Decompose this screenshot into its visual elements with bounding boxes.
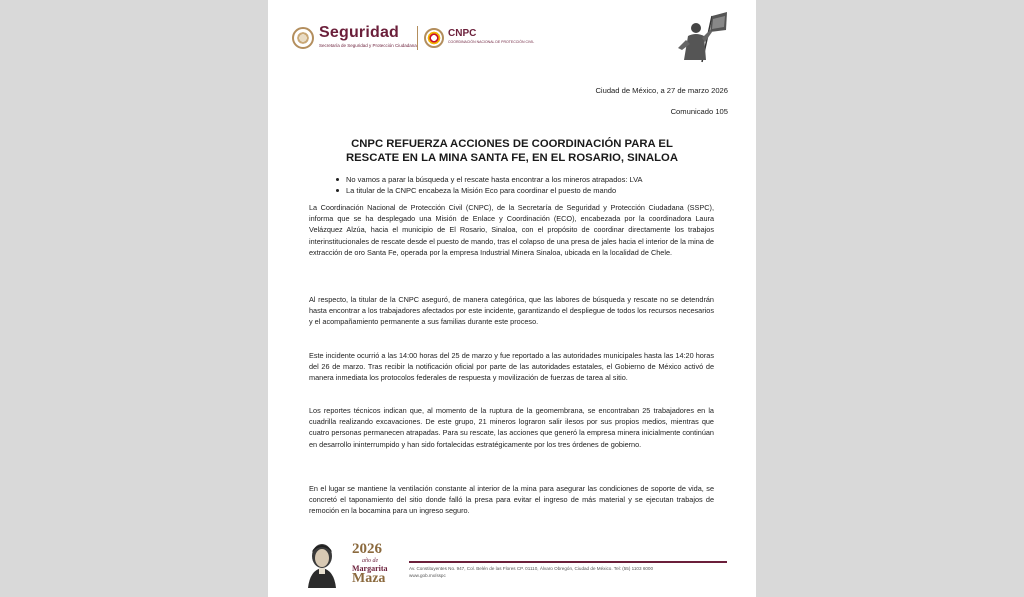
footer-website-link[interactable]: www.gob.mx/sspc <box>409 573 446 578</box>
body-paragraph: Los reportes técnicos indican que, al momento de la ruptura de la geomembrana, se encontraban 25 trabajadores en la cuadrilla realizando excavaciones. De este grupo, 21 mineros lograron salir ilesos por sus propios medios, mientras que cuatro personas permanecen atrapadas. Para su rescate, las acciones que generó la empresa minera inicialmente continúan en desarrollo ininterrumpido y han sido fortalecidas estratégicamente por los tres órdenes de gobierno. <box>309 406 714 449</box>
margarita-maza-portrait-icon <box>300 540 344 588</box>
key-point: No vamos a parar la búsqueda y el rescate hasta encontrar a los mineros atrapados: LVA <box>336 174 716 185</box>
footer-surname: Maza <box>352 571 386 586</box>
comunicado-number: Comunicado 105 <box>670 107 728 116</box>
cnpc-logo-title: CNPC <box>448 28 477 39</box>
body-paragraph: En el lugar se mantiene la ventilación constante al interior de la mina para asegurar las condiciones de soporte de vida, se concretó el taponamiento del sitio donde falló la presa para evitar el ingreso de más material y se ejecutan trabajos de remoción en la bocamina para un ingreso seguro. <box>309 484 714 516</box>
footer-address: Av. Constituyentes No. 947, Col. Belén de las Flores CP. 01110, Álvaro Obregón, Ciudad de México. Tel: (55) 1103 6000 <box>409 566 654 571</box>
key-points-list <box>336 174 716 196</box>
body-paragraph: Este incidente ocurrió a las 14:00 horas del 25 de marzo y fue reportado a las autoridades municipales hasta las 14:20 horas del 26 de marzo. Tras recibir la notificación oficial por parte de las autoridades estatales, el Gobierno de México activó de manera inmediata los protocolos federales de respuesta y movilización de fuerzas de tarea al sitio. <box>309 351 714 383</box>
seguridad-logo-title: Seguridad <box>319 24 400 41</box>
flag-bearer-illustration-icon <box>672 10 728 64</box>
body-paragraph: La Coordinación Nacional de Protección Civil (CNPC), de la Secretaría de Seguridad y Protección Ciudadana (SSPC), informa que se ha desplegado una Misión de Enlace y Coordinación (ECO), encabezada por la coordinadora Laura Velázquez Alzúa, hacia el municipio de El Rosario, Sinaloa, con el propósito de coordinar directamente los trabajos interinstitucionales de rescate desde el puesto de mando, tras el colapso de una presa de jales hacia el interior de la mina de extracción de oro Santa Fe, operada por la empresa Industrial Minera Sinaloa, ubicada en la localidad de Chele. <box>309 203 714 257</box>
seguridad-logo-subtitle: Secretaría de Seguridad y Protección Ciudadana <box>319 43 417 48</box>
cnpc-logo-subtitle: COORDINACIÓN NACIONAL DE PROTECCIÓN CIVIL <box>448 40 535 44</box>
logo-divider <box>417 26 418 50</box>
headline-line-2: RESCATE EN LA MINA SANTA FE, EN EL ROSARIO, SINALOA <box>345 152 679 164</box>
body-paragraph: Al respecto, la titular de la CNPC aseguró, de manera categórica, que las labores de búsqueda y rescate no se detendrán hasta encontrar a los trabajadores afectados por este incidente, garantizando el despliegue de todos los recursos necesarios y el acompañamiento permanente a sus familias durante este proceso. <box>309 295 714 327</box>
footer-name: Margarita <box>352 564 388 573</box>
document-page <box>268 0 756 597</box>
press-headline <box>298 137 726 165</box>
key-point: La titular de la CNPC encabeza la Misión Eco para coordinar el puesto de mando <box>336 185 716 196</box>
place-date: Ciudad de México, a 27 de marzo 2026 <box>595 86 728 95</box>
footer-ano-de: año de <box>362 558 379 564</box>
footer-divider <box>409 561 727 563</box>
seguridad-emblem-icon <box>292 27 314 49</box>
headline-line-1: CNPC REFUERZA ACCIONES DE COORDINACIÓN PARA EL <box>351 138 673 150</box>
cnpc-emblem-icon <box>424 28 444 48</box>
footer-year: 2026 <box>352 541 382 557</box>
